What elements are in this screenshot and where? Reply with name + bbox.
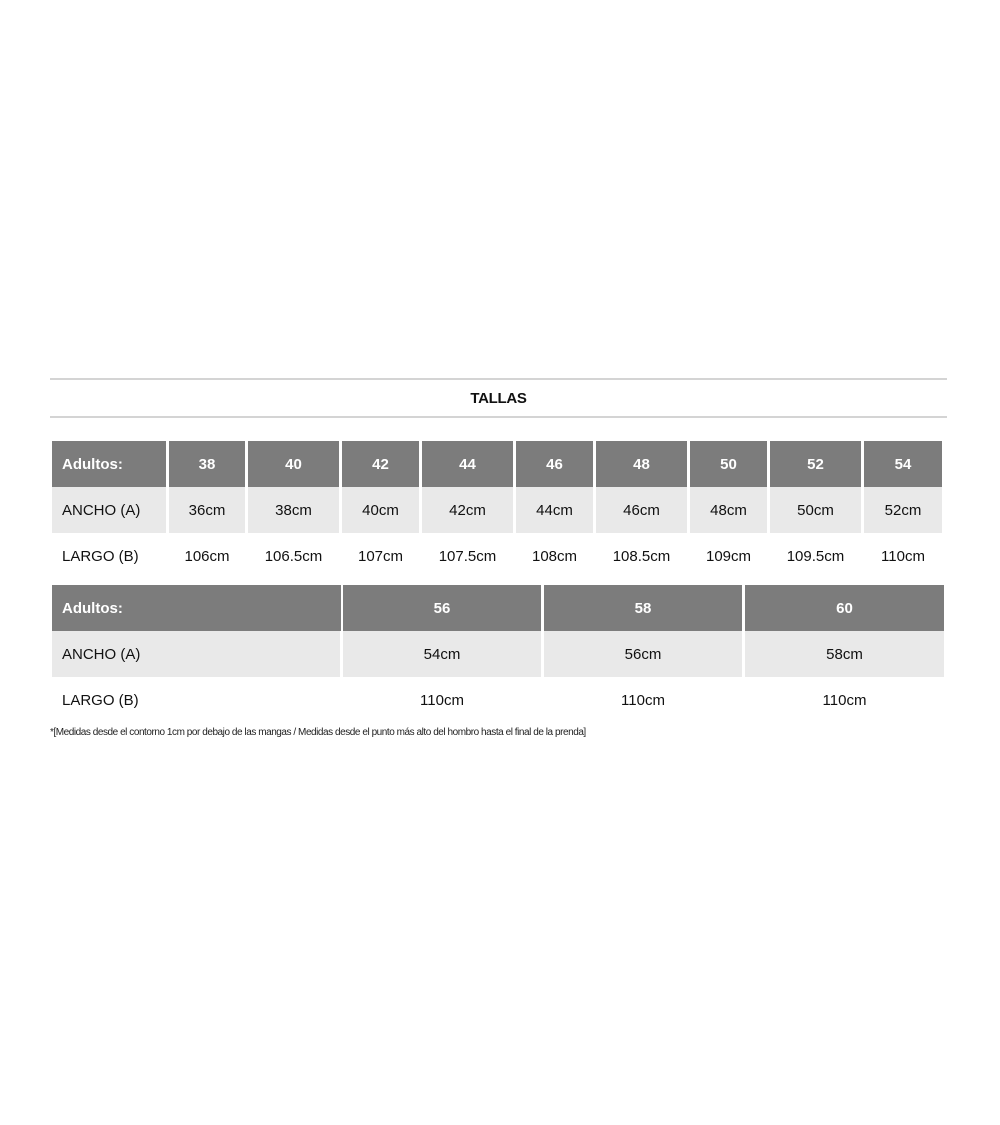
ancho-cell: 58cm — [745, 631, 944, 677]
largo-cell: 108cm — [516, 533, 593, 580]
size-header-44: 44 — [422, 441, 513, 487]
size-chart-title: TALLAS — [470, 389, 527, 407]
size-header-42: 42 — [342, 441, 419, 487]
largo-cell: 108.5cm — [596, 533, 687, 580]
largo-cell: 109cm — [690, 533, 767, 580]
size-header-58: 58 — [544, 585, 742, 631]
largo-row-label: LARGO (B) — [52, 533, 166, 580]
ancho-cell: 48cm — [690, 487, 767, 533]
size-chart-title-band — [50, 378, 947, 418]
measurement-footnote: *[Medidas desde el contorno 1cm por debajo de las mangas / Medidas desde el punto más alto del hombro hasta el final de la prenda] — [50, 727, 586, 738]
size-header-40: 40 — [248, 441, 339, 487]
ancho-cell: 54cm — [343, 631, 541, 677]
largo-cell: 107.5cm — [422, 533, 513, 580]
ancho-row-label: ANCHO (A) — [52, 631, 340, 677]
ancho-cell: 36cm — [169, 487, 245, 533]
size-header-56: 56 — [343, 585, 541, 631]
largo-cell: 110cm — [343, 677, 541, 724]
size-header-54: 54 — [864, 441, 942, 487]
largo-cell: 107cm — [342, 533, 419, 580]
size-header-38: 38 — [169, 441, 245, 487]
largo-cell: 110cm — [864, 533, 942, 580]
ancho-cell: 56cm — [544, 631, 742, 677]
ancho-cell: 44cm — [516, 487, 593, 533]
ancho-cell: 38cm — [248, 487, 339, 533]
largo-cell: 110cm — [745, 677, 944, 724]
size-header-48: 48 — [596, 441, 687, 487]
size-header-52: 52 — [770, 441, 861, 487]
size-header-50: 50 — [690, 441, 767, 487]
size-header-46: 46 — [516, 441, 593, 487]
ancho-cell: 50cm — [770, 487, 861, 533]
table-2-header-label: Adultos: — [52, 585, 341, 631]
largo-row-label: LARGO (B) — [52, 677, 340, 724]
largo-cell: 106cm — [169, 533, 245, 580]
ancho-cell: 46cm — [596, 487, 687, 533]
size-header-60: 60 — [745, 585, 944, 631]
ancho-cell: 42cm — [422, 487, 513, 533]
size-table-2 — [52, 585, 944, 724]
largo-cell: 110cm — [544, 677, 742, 724]
size-table-1 — [52, 441, 942, 580]
largo-cell: 109.5cm — [770, 533, 861, 580]
largo-cell: 106.5cm — [248, 533, 339, 580]
ancho-cell: 52cm — [864, 487, 942, 533]
table-1-header-label: Adultos: — [52, 441, 166, 487]
ancho-cell: 40cm — [342, 487, 419, 533]
ancho-row-label: ANCHO (A) — [52, 487, 166, 533]
